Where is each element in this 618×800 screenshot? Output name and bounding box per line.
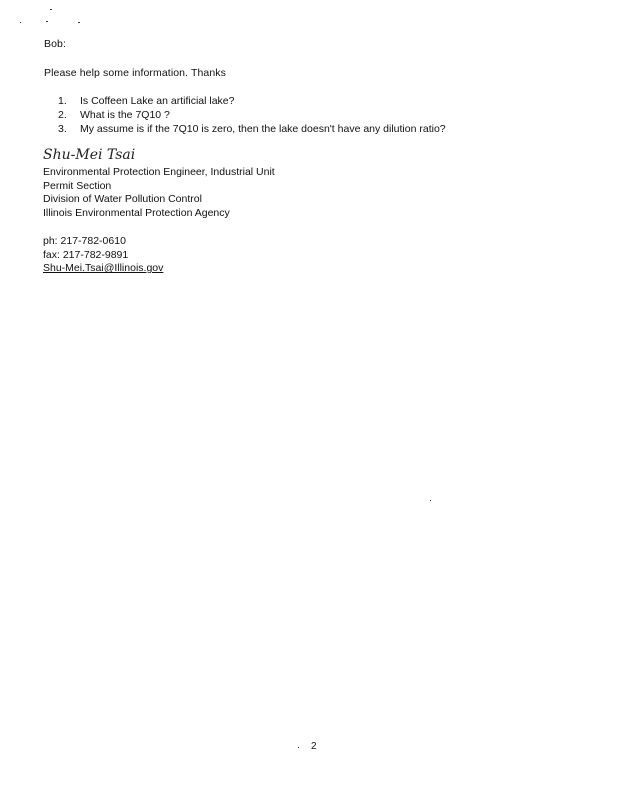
list-item-number: 2. [58, 109, 67, 121]
signature-block [43, 166, 275, 220]
email-greeting: Bob: [44, 38, 66, 50]
fax-number: fax: 217-782-9891 [43, 248, 129, 261]
scan-speck [46, 21, 48, 22]
question-list [58, 94, 446, 136]
list-item-text: Is Coffeen Lake an artificial lake? [80, 95, 235, 107]
list-item-number: 1. [58, 95, 67, 107]
page-number: 2 [311, 741, 317, 752]
signature-name: Shu-Mei Tsai [43, 147, 136, 163]
scan-speck [430, 500, 431, 501]
phone-number: ph: 217-782-0610 [43, 235, 126, 247]
list-item-text: My assume is if the 7Q10 is zero, then the lake doesn't have any dilution ratio? [80, 123, 446, 135]
signature-section: Permit Section [43, 179, 112, 192]
signature-agency: Illinois Environmental Protection Agency [43, 206, 230, 219]
email-link[interactable]: Shu-Mei.Tsai@Illinois.gov [43, 262, 164, 274]
list-item [58, 94, 446, 108]
list-item-number: 3. [58, 123, 67, 135]
contact-block [43, 235, 163, 276]
signature-title: Environmental Protection Engineer, Industrial Unit [43, 166, 275, 178]
scan-speck [50, 9, 52, 10]
list-item-text: What is the 7Q10 ? [80, 109, 170, 121]
scan-speck [20, 22, 21, 23]
scan-speck [78, 22, 80, 23]
signature-division: Division of Water Pollution Control [43, 193, 202, 205]
list-item [58, 108, 446, 122]
email-request: Please help some information. Thanks [44, 67, 227, 79]
list-item [58, 122, 446, 136]
scan-speck [298, 747, 299, 748]
